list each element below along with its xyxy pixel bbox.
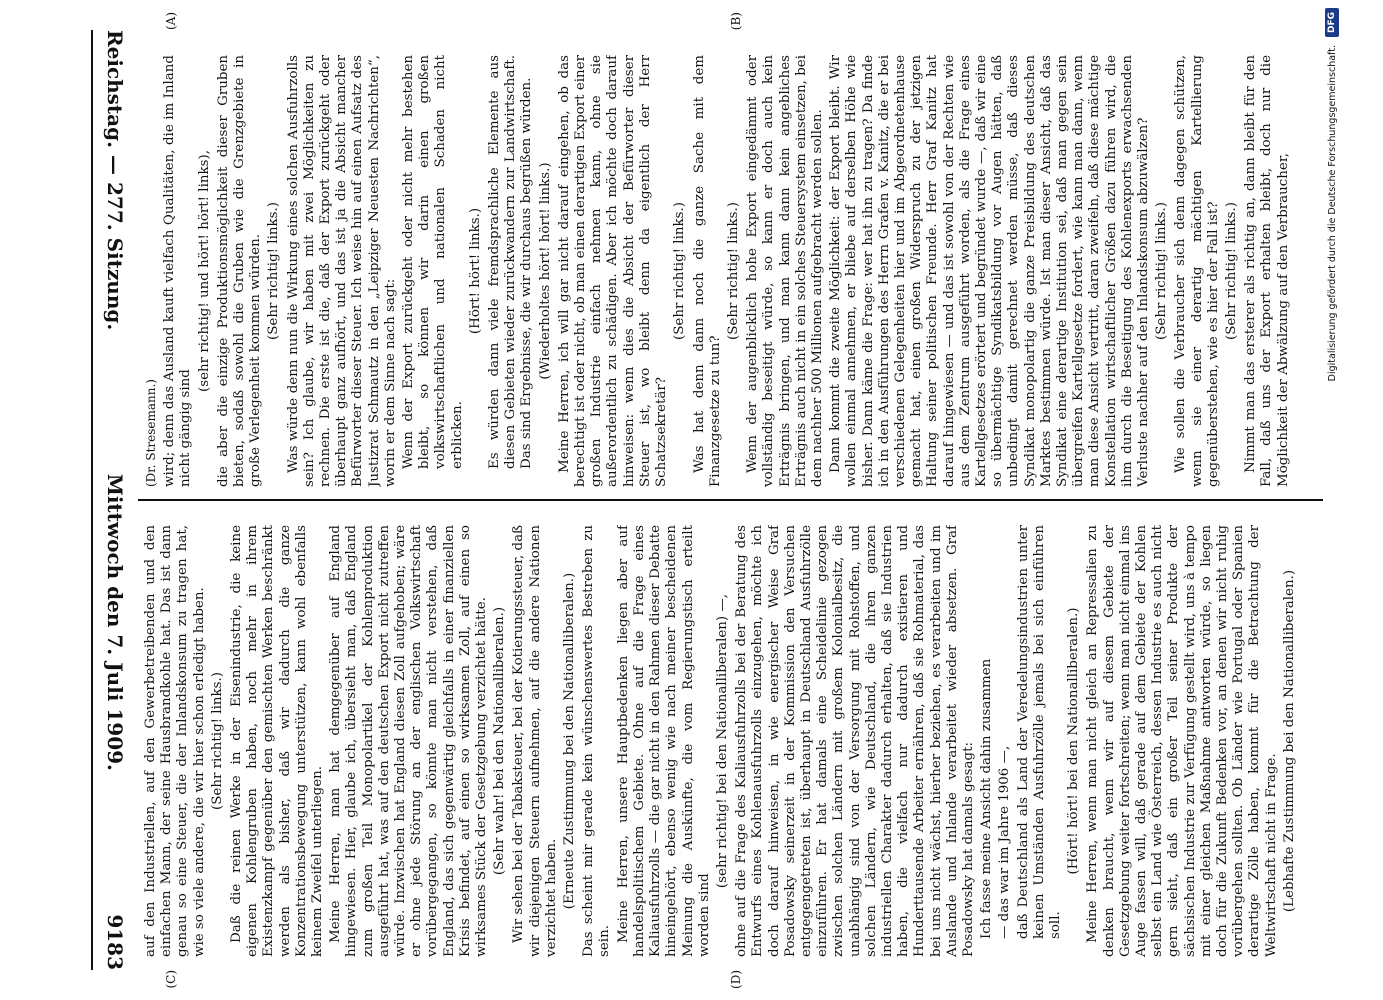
paragraph: Dann kommt die zweite Möglichkeit: der Export bleibt. Wir wollen einmal annehmen, er bliebe auf derselben Höhe wie bisher. Dann käme die Frage: wer hat ihn zu tragen? Da finde ich in den Ausführungen des Herrn Grafen v. Kanitz, die er bei verschiedenen Gelegenheiten hier und im Abgeordnetenhause gemacht hat, einen großen Widerspruch zu der jetzigen Haltung seiner politischen Freunde. Herr Graf Kanitz hat darauf hingewiesen — und das ist sowohl von der Rechten wie aus dem Zentrum ausgeführt worden, als die Frage eines Kartellgesetzes erörtert und begründet wurde —, daß wir eine so übermächtige Syndikatsbildung vor Augen hätten, daß unbedingt damit gerechnet werden müsse, daß dieses Syndikat monopolartig die ganze Preisbildung des deutschen Marktes bestimmen würde. Ist man dieser Ansicht, daß das Syndikat eine derartige Institution sei, daß man gegen sein übergreifen Kartellgesetze fordert, wie kann man dann, wenn man diese Ansicht vertritt, daran zweifeln, daß diese mächtige Konstellation wirtschaftlicher Größen dazu führen wird, die ihm durch die Beseitigung des Kohlenexports erwachsenden Verluste nachher auf den Inlandskonsum abzuwälzen?	[828, 55, 1151, 487]
interjection: (Sehr wahr! bei den Nationalliberalen.)	[492, 606, 508, 876]
margin-marker-c: (C)	[164, 970, 178, 989]
margin-marker-b: (B)	[729, 12, 743, 31]
quotation: Es würden dann viele fremdsprachliche Elemente aus diesen Gebieten wieder zurückwandern zur Landwirtschaft. Das sind Ergebnisse, die wir durchaus begrüßen würden.	[487, 55, 535, 469]
paragraph: die aber die einzige Produktionsmöglichkeit dieser Gruben bieten, sodaß sowohl die Gruben wie die Grenzgebiete in große Verlegenheit kommen würden.	[215, 55, 264, 487]
right-column	[143, 525, 1313, 957]
paragraph: Meine Herren, man hat demgegenüber auf England hingewiesen. Hier, glaube ich, übersieht man, daß England zum großen Teil Monopolartikel der Kohlenproduktion ausgeführt hat, was auf den deutschen Export nicht zutreffen würde. Inzwischen hat England diesen Zoll aufgehoben; wäre er ohne jede Störung an der englischen Volkswirtschaft vorübergegangen, so könnte man nicht verstehen, daß England, das sich gegenwärtig gleichfalls in einer finanziellen Krisis befindet, auf einen so wirksamen Zoll, auf einen so wirksames Stück der Gesetzgebung verzichtet hätte.	[328, 525, 490, 957]
digitization-notice	[1321, 8, 1343, 992]
paragraph: Was würde denn nun die Wirkung eines solchen Ausfuhrzolls sein? Ich glaube, wir haben mit zwei Möglichkeiten zu rechnen. Die erste ist die, daß der Export zurückgeht oder überhaupt ganz aufhört, und das ist ja die Absicht mancher Befürworter dieser Steuer. Ich weise hin auf einen Aufsatz des Justizrat Schmautz in den „Leipziger Neuesten Nachrichten“, worin er dem Sinne nach sagt:	[285, 55, 398, 487]
interjection: (Hört! hört! bei den Nationalliberalen.)	[1066, 607, 1082, 875]
header-date: Mittwoch den 7. Juli 1909.	[103, 473, 127, 771]
interjection: (Sehr richtig! links.)	[209, 672, 225, 810]
margin-marker-a: (A)	[164, 12, 178, 31]
interjection: (Wiederholtes hört! hört! links.)	[537, 162, 553, 380]
interjection: (Hört! hört! links.)	[467, 207, 483, 335]
paragraph: Meine Herren, wenn man nicht gleich an Repressalien zu denken braucht, wenn wir auf diesem Gebiete der Gesetzgebung weiter fortschreiten; wenn man nicht einmal ins Auge fassen will, daß gerade auf dem Gebiete der Kohlen selbst ein Land wie Österreich, dessen Industrie es auch nicht gern sieht, daß ein großer Teil seiner Produkte der sächsischen Industrie zur Verfügung gestellt wird, uns à tempo mit einer gleichen Maßnahme antworten würde, so liegen doch für die Zukunft Bedenken vor, an denen wir nicht ruhig vorübergehen sollten. Ob Länder wie Portugal oder Spanien derartige Zölle haben, kommt für die Betrachtung der Weltwirtschaft nicht in Frage.	[1085, 525, 1279, 957]
page-header	[95, 30, 135, 970]
quotation: — das war im Jahre 1906 —,	[997, 745, 1013, 939]
quotation: Ich fasse meine Ansicht dahin zusammen	[979, 658, 995, 939]
dfg-logo: DFG	[1325, 8, 1339, 37]
header-page-number: 9183	[103, 914, 127, 970]
digitization-notice-text: Digitalisierung gefördert durch die Deutsche Forschungsgemeinschaft.	[1326, 45, 1338, 382]
interjection: (Sehr richtig! links.)	[266, 202, 282, 340]
paragraph: Wir sehen bei der Tabaksteuer, bei der Kotierungssteuer, daß wir diejenigen Steuern aufnehmen, auf die andere Nationen verzichtet haben.	[511, 525, 559, 957]
header-session: Reichstag. — 277. Sitzung.	[103, 30, 127, 331]
paragraph: Wenn der augenblicklich hohe Export eingedämmt oder vollständig beseitigt würde, so kann er doch auch kein Erträgnis bringen, und man kann dann kein angebliches Erträgnis auch nicht in ein solches Steuersystem einsetzen, bei dem nachher 500 Millionen aufgebracht werden sollen.	[745, 55, 825, 487]
left-column	[143, 55, 1313, 487]
paragraph: Was hat denn dann noch die ganze Sache mit dem Finanzgesetze zu tun?	[691, 55, 723, 487]
interjection: (Sehr richtig! links.)	[725, 202, 741, 340]
paragraph: wird; denn das Ausland kauft vielfach Qualitäten, die im Inland nicht gängig sind	[162, 55, 194, 487]
paragraph: auf den Industriellen, auf den Gewerbetreibenden und den einfachen Mann, der seine Hausbrandkohle hat. Das ist dann genau so eine Steuer, die der Inlandskonsum zu tragen hat, wie so viele andere, die wir hier schon erledigt haben.	[143, 525, 207, 957]
column-divider	[138, 499, 1323, 501]
interjection: (sehr richtig! bei den Nationalliberalen) —,	[714, 593, 730, 889]
interjection: (Sehr richtig! links.)	[672, 202, 688, 340]
quotation: daß Deutschland als Land der Veredelungsindustrien unter keinen Umständen Ausfuhrzölle jemals bei sich einführen soll.	[1015, 525, 1063, 939]
quotation: Wenn der Export zurückgeht oder nicht mehr bestehen bleibt, so können wir darin einen großen volkswirtschaftlichen und nationalen Schaden nicht erblicken.	[401, 55, 465, 469]
interjection: (Sehr richtig! links.)	[1224, 202, 1239, 340]
paragraph: Wie sollen die Verbraucher sich denn dagegen schützen, wenn sie einer derartig mächtigen Kartellierung gegenüberstehen, wie es hier der Fall ist?	[1173, 55, 1221, 487]
paragraph: Meine Herren, unsere Hauptbedenken liegen aber auf handelspolitischem Gebiete. Ohne auf die Frage eines Kaliausfuhrzolls — die gar nicht in den Rahmen dieser Debatte hineingehört, ebenso wenig wie nach meiner bescheidenen Meinung die Auskünfte, die vom Regierungstisch erteilt worden sind	[615, 525, 712, 957]
interjection: (Erneute Zustimmung bei den Nationalliberalen.)	[562, 572, 578, 910]
interjection: (Sehr richtig! links.)	[1154, 202, 1170, 340]
interjection: (Lebhafte Zustimmung bei den Nationalliberalen.)	[1281, 569, 1297, 913]
paragraph: Nimmt man das ersterer als richtig an, dann bleibt für den Fall, daß uns der Export erhalten bleibt, doch nur die Möglichkeit der Abwälzung auf den Verbraucher,	[1243, 55, 1291, 487]
speaker-label: (Dr. Stresemann.)	[144, 379, 158, 487]
header-rule	[91, 30, 93, 970]
interjection: (sehr richtig! und hört! hört! links),	[196, 150, 212, 392]
paragraph: Das scheint mir gerade kein wünschenswertes Bestreben zu sein.	[581, 525, 613, 957]
margin-marker-d: (D)	[729, 970, 743, 989]
paragraph: ohne auf die Frage des Kaliausfuhrzolls bei der Beratung des Entwurfs eines Kohlenausfuhrzolls einzugehen, möchte ich doch darauf hinweisen, in wie energischer Weise Graf Posadowsky seinerzeit in der Kommission den Versuchen entgegengetreten ist, überhaupt in Deutschland Ausfuhrzölle einzuführen. Er hat damals eine Scheidelinie gezogen zwischen solchen Ländern mit großem Kolonialbesitz, die unabhängig sind von der Versorgung mit Rohstoffen, und solchen Ländern, wie Deutschland, die ihren ganzen industriellen Charakter dadurch erhalten, daß sie Industrien haben, die vielfach nur dadurch existieren und Hunderttausende Arbeiter ernähren, daß sie Rohmaterial, das bei uns nicht wächst, hierher beziehen, es verarbeiten und im Auslande und Inlande verarbeitet wieder absetzen. Graf Posadowsky hat damals gesagt:	[734, 525, 976, 957]
paragraph: Daß die reinen Werke in der Eisenindustrie, die keine eigenen Kohlengruben haben, noch mehr in ihrem Existenzkampf gegenüber den gemischten Werken beschränkt werden als bisher, daß wir dadurch die ganze Konzentrationsbewegung unterstützen, kann wohl ebenfalls keinem Zweifel unterliegen.	[229, 525, 326, 957]
paragraph: Meine Herren, ich will gar nicht darauf eingehen, ob das berechtigt ist oder nicht, ob man einen derartigen Export einer großen Industrie einfach nehmen kann, ohne sie außerordentlich zu schädigen. Aber ich möchte doch darauf hinweisen: wenn dies die Absicht der Befürworter dieser Steuer ist, wo bleibt denn da eigentlich der Herr Schatzsekretär?	[556, 55, 670, 487]
